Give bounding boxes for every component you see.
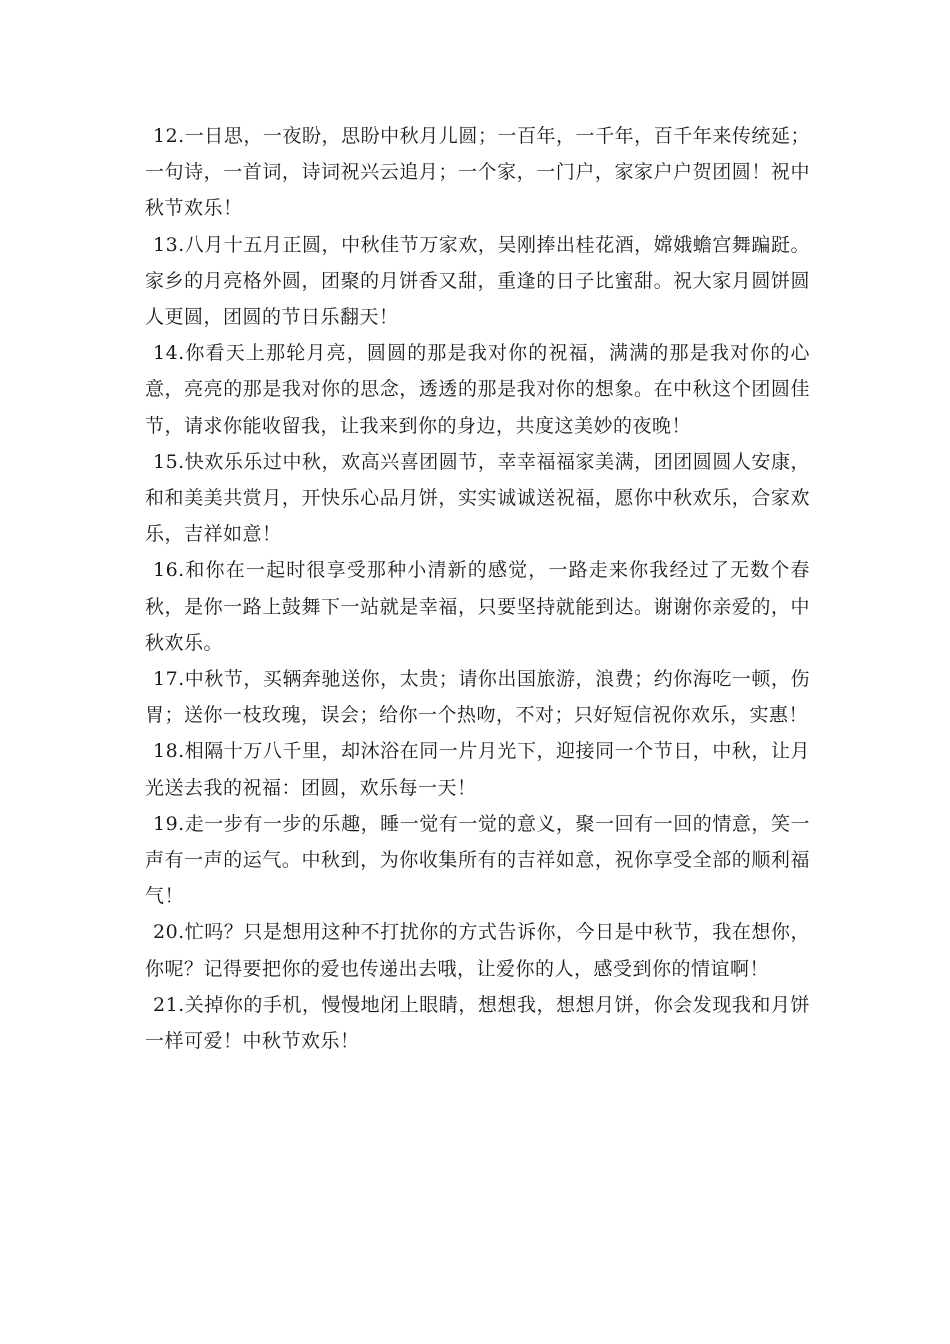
- paragraph-18: 18.相隔十万八千里，却沐浴在同一片月光下，迎接同一个节日，中秋，让月光送去我的祝福：团圆，欢乐每一天！: [145, 740, 810, 799]
- paragraph-16: 16.和你在一起时很享受那种小清新的感觉，一路走来你我经过了无数个春秋，是你一路上鼓舞下一站就是幸福，只要坚持就能到达。谢谢你亲爱的，中秋欢乐。: [145, 559, 810, 654]
- paragraph-12: 12.一日思，一夜盼，思盼中秋月儿圆；一百年，一千年，百千年来传统延；一句诗，一首词，诗词祝兴云追月；一个家，一门户，家家户户贺团圆！祝中秋节欢乐！: [145, 125, 810, 220]
- paragraph-13: 13.八月十五月正圆，中秋佳节万家欢，吴刚捧出桂花酒，嫦娥蟾宫舞蹁跹。家乡的月亮格外圆，团聚的月饼香又甜，重逢的日子比蜜甜。祝大家月圆饼圆人更圆，团圆的节日乐翻天！: [145, 233, 810, 329]
- paragraph-14: 14.你看天上那轮月亮，圆圆的那是我对你的祝福，满满的那是我对你的心意，亮亮的那是我对你的思念，透透的那是我对你的想象。在中秋这个团圆佳节，请求你能收留我，让我来到你的身边，共度这美妙的夜晚！: [145, 342, 810, 437]
- paragraph-15: 15.快欢乐乐过中秋，欢高兴喜团圆节，幸幸福福家美满，团团圆圆人安康，和和美美共赏月，开快乐心品月饼，实实诚诚送祝福，愿你中秋欢乐，合家欢乐，吉祥如意！: [145, 450, 810, 546]
- paragraph-17: 17.中秋节，买辆奔驰送你，太贵；请你出国旅游，浪费；约你海吃一顿，伤胃；送你一枝玫瑰，误会；给你一个热吻，不对；只好短信祝你欢乐，实惠！: [145, 668, 810, 727]
- document-body: [145, 118, 810, 1059]
- paragraph-21: 21.关掉你的手机，慢慢地闭上眼睛，想想我，想想月饼，你会发现我和月饼一样可爱！中秋节欢乐！: [145, 993, 810, 1053]
- paragraph-19: 19.走一步有一步的乐趣，睡一觉有一觉的意义，聚一回有一回的情意，笑一声有一声的运气。中秋到，为你收集所有的吉祥如意，祝你享受全部的顺利福气！: [145, 812, 810, 908]
- paragraph-20: 20.忙吗？只是想用这种不打扰你的方式告诉你，今日是中秋节，我在想你，你呢？记得要把你的爱也传递出去哦，让爱你的人，感受到你的情谊啊！: [145, 921, 810, 980]
